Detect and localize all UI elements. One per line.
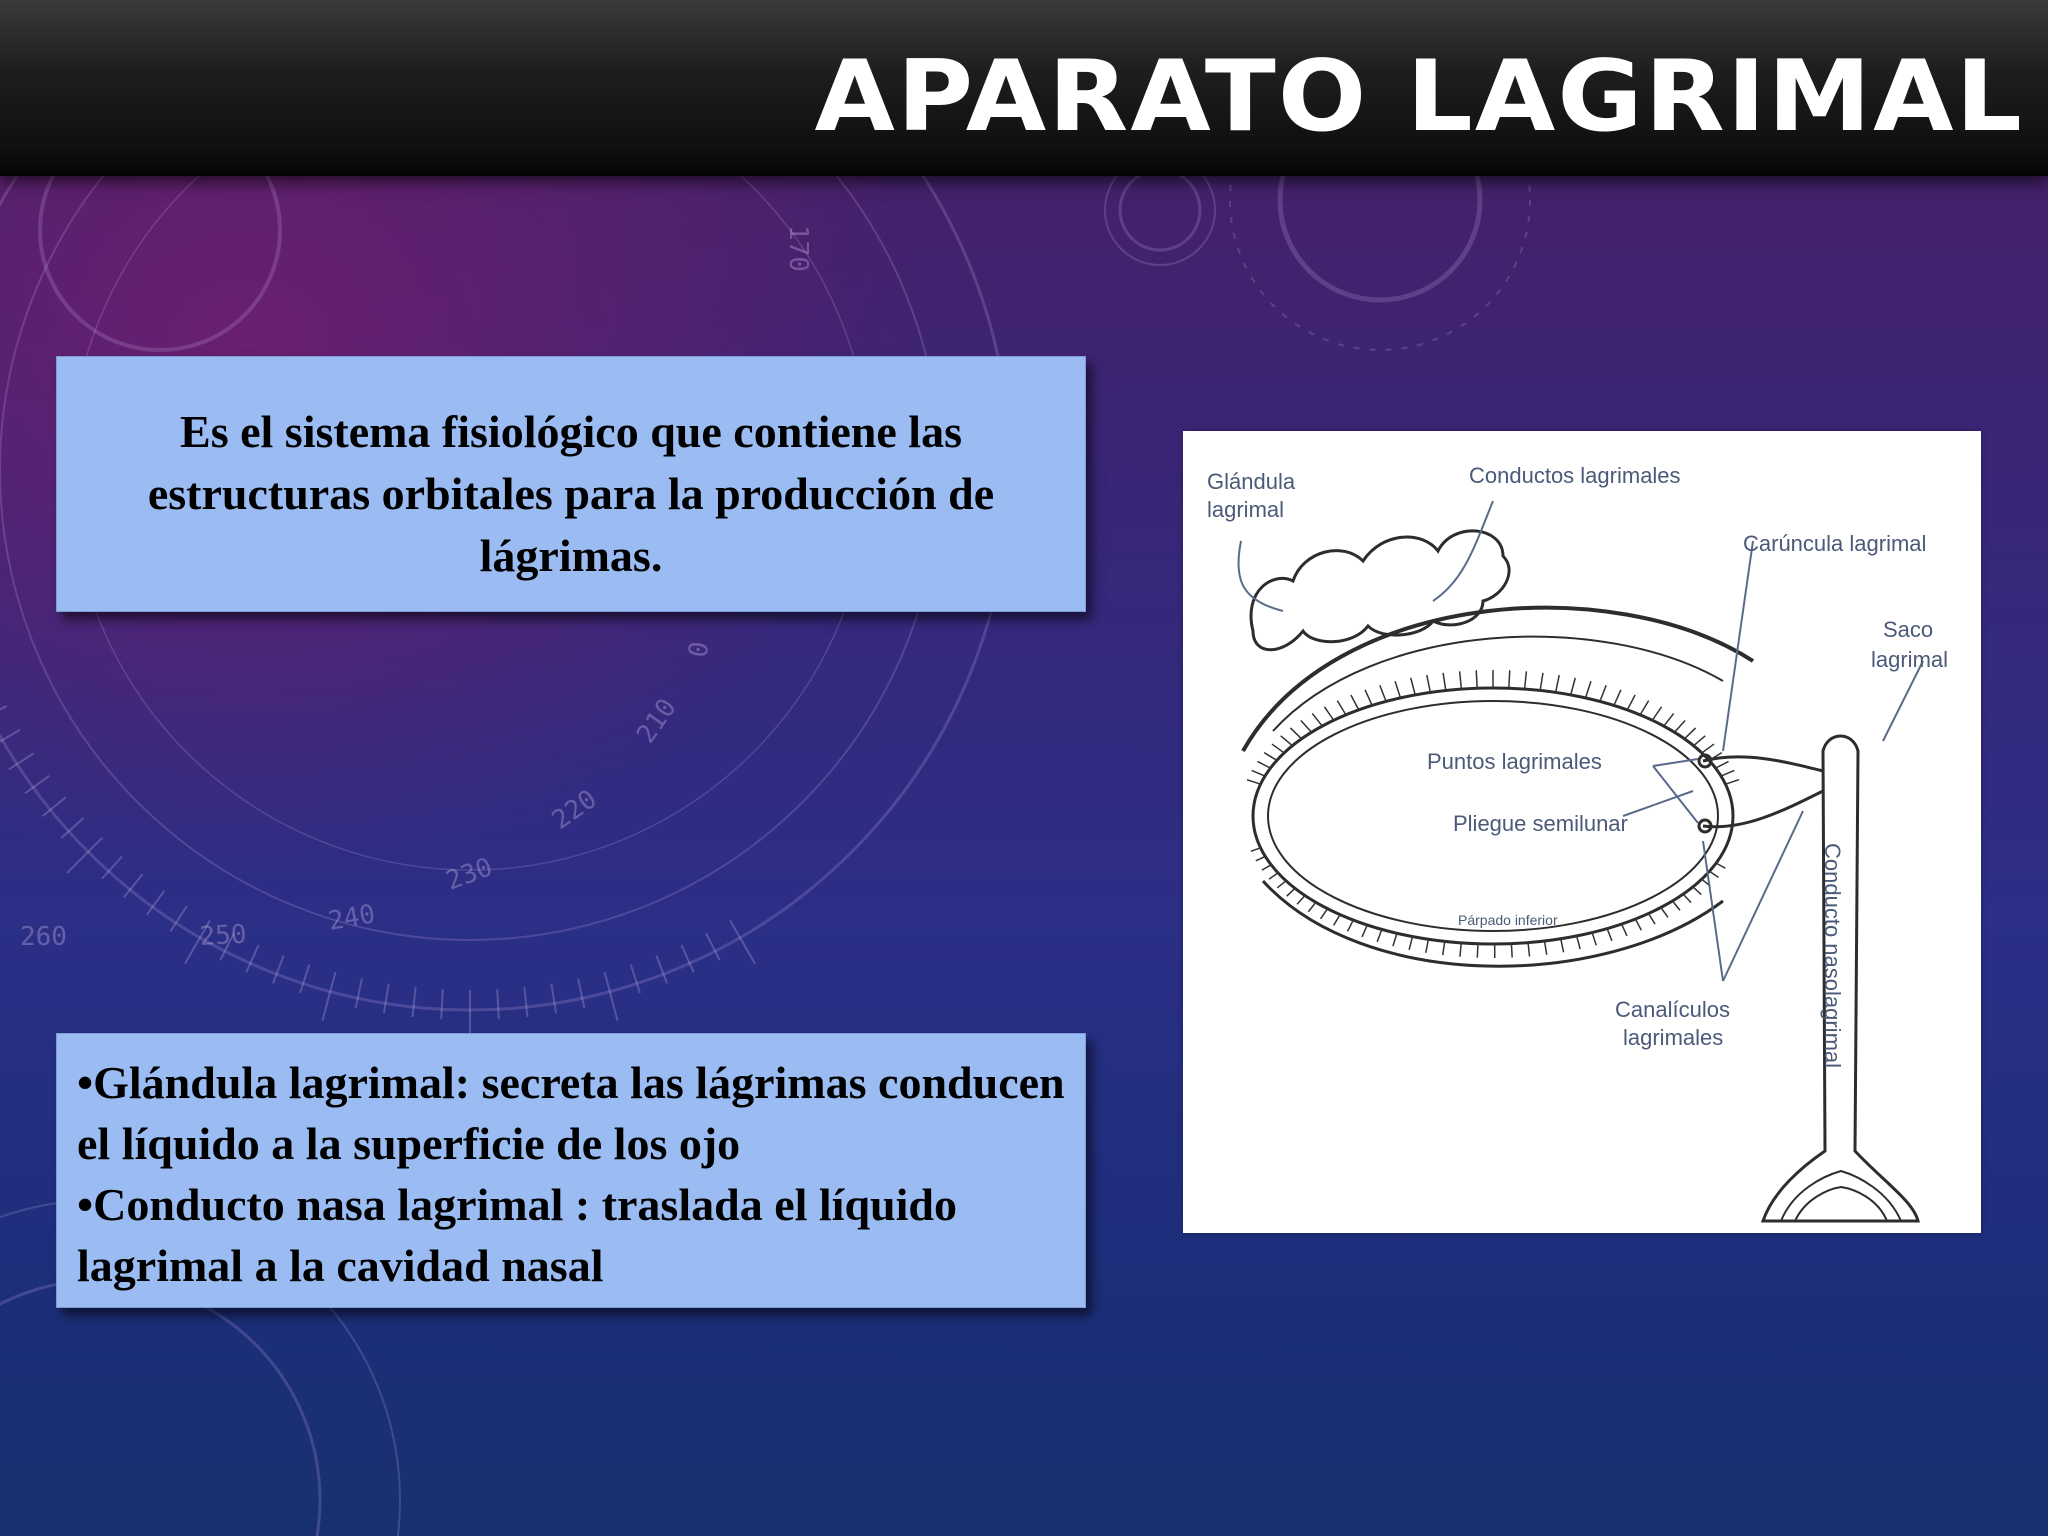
dial-tick — [551, 984, 556, 1014]
intro-text: Es el sistema fisiológico que contiene las estructuras orbitales para la producción de lágrimas. — [147, 406, 995, 581]
eyelash — [1675, 720, 1686, 732]
dial-number: 260 — [20, 922, 67, 952]
eyelash — [1561, 939, 1564, 952]
label-glandula-2: lagrimal — [1207, 497, 1285, 522]
eyelash — [1308, 902, 1315, 911]
eyelash — [1351, 695, 1359, 710]
dial-tick — [441, 989, 443, 1019]
dial-number: 230 — [442, 852, 497, 897]
eyelash — [1716, 863, 1725, 868]
dial-tick — [605, 972, 618, 1020]
dial-tick — [524, 987, 527, 1017]
eyelash — [1297, 896, 1305, 905]
eyelash — [1362, 925, 1367, 937]
eyelash — [1721, 770, 1734, 776]
eyelash — [1395, 681, 1400, 698]
dial-tick — [246, 945, 258, 972]
lacrimal-diagram — [1183, 431, 1981, 1233]
eyelash — [1684, 728, 1695, 739]
eyelash — [1640, 701, 1649, 715]
eyelash — [1661, 907, 1668, 917]
eyelash — [1460, 943, 1461, 957]
eyelash — [1577, 936, 1580, 949]
eyelash — [1321, 909, 1328, 919]
eyelash — [1257, 761, 1270, 768]
label-canaliculos-2: lagrimales — [1623, 1025, 1724, 1050]
eyelash — [1281, 736, 1293, 746]
dial-tick — [322, 972, 335, 1020]
eyelash — [1269, 873, 1278, 879]
eyelash — [1693, 887, 1701, 895]
eyelash — [1664, 713, 1674, 726]
eyelash — [1264, 753, 1277, 761]
gland-shape — [1251, 531, 1509, 650]
label-saco-2: lagrimal — [1871, 647, 1949, 672]
eyelash — [1365, 690, 1372, 706]
eyelash — [1709, 871, 1718, 877]
dial-tick — [578, 979, 584, 1008]
dial-tick — [300, 965, 309, 994]
eyelash — [1694, 736, 1706, 746]
eyelash — [1702, 744, 1714, 753]
eyelash — [1477, 944, 1478, 958]
dial-number: 220 — [546, 784, 603, 836]
dial-tick — [656, 955, 667, 983]
eyelash — [1272, 744, 1284, 753]
eyelash — [1511, 944, 1512, 958]
eyelash — [1525, 671, 1527, 689]
dial-number: 250 — [198, 919, 248, 952]
eyelash — [1716, 761, 1729, 768]
eyelash — [1600, 685, 1606, 701]
eyelash — [1528, 943, 1529, 957]
eyelash — [1571, 678, 1576, 695]
eyelash — [1509, 670, 1510, 688]
dial-number: 170 — [783, 225, 813, 272]
eyelash — [1334, 915, 1340, 926]
eyelash — [1251, 848, 1261, 851]
eyelash — [1622, 924, 1627, 936]
dial-tick — [497, 989, 499, 1019]
label-puntos: Puntos lagrimales — [1427, 749, 1602, 774]
eyelash — [1247, 780, 1261, 784]
eyelash — [1411, 678, 1416, 695]
eyelash — [1290, 728, 1301, 739]
canaliculi — [1703, 757, 1823, 771]
dial-tick — [631, 965, 640, 994]
label-parpado: Párpado inferior — [1458, 912, 1558, 928]
dial-tick — [0, 706, 7, 720]
eyelash — [1627, 695, 1635, 710]
eyelash — [1443, 941, 1445, 955]
label-conducto-nasolagrimal: Conducto nasolagrimal — [1820, 843, 1845, 1069]
bullets-box — [56, 1033, 1086, 1308]
eyelash — [1476, 670, 1477, 688]
eyelash — [1635, 919, 1641, 930]
eyelash — [1443, 673, 1446, 691]
bullet-conducto: •Conducto nasa lagrimal : traslada el líquido lagrimal a la cavidad nasal — [77, 1179, 957, 1291]
eyelash — [1683, 894, 1691, 903]
eyelash — [1347, 920, 1353, 931]
dial-number: 240 — [326, 899, 378, 937]
dial-number: 210 — [631, 693, 683, 750]
eyelash — [1262, 865, 1271, 870]
eyelash — [1277, 881, 1286, 888]
label-pliegue: Pliegue semilunar — [1453, 811, 1628, 836]
dial-tick — [413, 987, 416, 1017]
bullet-glandula: •Glándula lagrimal: secreta las lágrimas conducen el líquido a la superficie de los ojo — [77, 1057, 1065, 1169]
eyelash — [1337, 701, 1346, 715]
eyelash — [1426, 939, 1429, 952]
title-bar — [0, 0, 2048, 176]
eyelash — [1672, 901, 1679, 910]
eyelash — [1409, 937, 1412, 950]
dial-tick — [682, 945, 694, 972]
label-caruncula: Carúncula lagrimal — [1743, 531, 1927, 556]
eyelash — [1545, 941, 1547, 955]
dial-number: 0 — [680, 638, 713, 660]
dial-tick — [356, 979, 362, 1008]
eyelash — [1324, 707, 1333, 720]
eyelash — [1607, 929, 1612, 941]
dial-tick — [67, 838, 102, 873]
eyelash — [1556, 675, 1560, 692]
dial-tick — [273, 955, 284, 983]
eyelash — [1725, 780, 1739, 784]
eyelash — [1540, 673, 1543, 691]
dial-tick — [384, 984, 389, 1014]
label-canaliculos-1: Canalículos — [1615, 997, 1730, 1022]
eyelash — [1592, 933, 1596, 946]
label-saco-1: Saco — [1883, 617, 1934, 642]
eyelash — [1427, 675, 1431, 692]
eyelash — [1649, 913, 1655, 924]
eyelash — [1256, 856, 1265, 860]
label-glandula-1: Glándula — [1207, 469, 1296, 494]
eyelash — [1460, 671, 1462, 689]
eyelash — [1586, 681, 1591, 698]
eyelash — [1312, 713, 1322, 726]
intro-box — [56, 356, 1086, 612]
eyelash — [1252, 770, 1265, 776]
eyelash — [1614, 690, 1621, 706]
eyelash — [1377, 929, 1382, 941]
label-conductos: Conductos lagrimales — [1469, 463, 1681, 488]
eyelash — [1301, 720, 1312, 732]
eyelash — [1287, 888, 1295, 896]
eyelash — [1393, 933, 1397, 946]
eyelash — [1652, 707, 1661, 720]
slide-title: APARATO LAGRIMAL — [814, 40, 2024, 154]
eyelash — [1380, 685, 1386, 701]
